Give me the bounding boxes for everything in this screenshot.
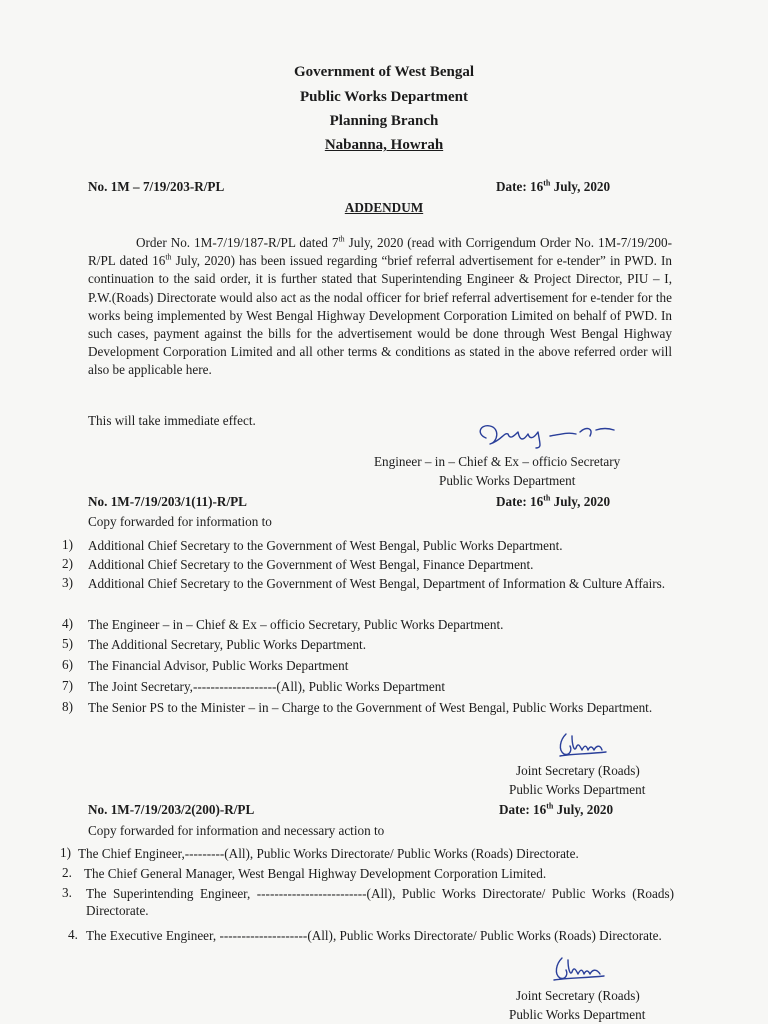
copy1-item-num: 4) [62,616,73,631]
copy1-number: No. 1M-7/19/203/1(11)-R/PL [88,494,247,509]
order-date [496,179,610,195]
para-sup-b: th [165,252,172,262]
copy2-date-sup: th [546,801,554,811]
para-part-c: July, 2020) has been issued regarding “brief referral advertisement for e-tender” in PWD. In continuation to the said order, it is further stated that Superintending Engineer & Project Director, PIU – I, P.W.(Roads) Directorate would also act as the nodal officer for brief referral advertisement for e-tender for the works being implemented by West Bengal Highway Development Corporation Limited on behalf of PWD. In such cases, payment against the bills for the advertisement would be done through West Bengal Highway Development Corporation Limited and all other terms & conditions as stated in the above referred order will also be applicable here. [88,253,672,378]
copy1-item-num: 6) [62,657,73,672]
copy1-date-rest: July, 2020 [550,494,611,509]
order-date-sup: th [543,178,551,188]
copy1-item: Additional Chief Secretary to the Government of West Bengal, Finance Department. [88,557,534,572]
signatory-dept-3: Public Works Department [509,1007,646,1022]
header-government: Government of West Bengal [293,64,475,80]
signature-joint-secretary-2 [548,952,610,986]
copy1-item: Additional Chief Secretary to the Government of West Bengal, Public Works Department. [88,538,563,553]
signatory-dept-2: Public Works Department [509,782,646,797]
header-branch: Planning Branch [329,113,439,129]
copy2-item: The Chief Engineer,---------(All), Public Works Directorate/ Public Works (Roads) Directorate. [78,846,579,861]
order-number: No. 1M – 7/19/203-R/PL [88,179,225,194]
copy1-item: The Senior PS to the Minister – in – Charge to the Government of West Bengal, Public Works Department. [88,700,653,715]
copy2-date-day: Date: 16 [499,802,547,817]
para-part-b: July, 2020 (read with Corrigendum Order No. 1M-7/19/200-R/PL dated 16 [88,235,672,269]
copy1-item-num: 8) [62,699,73,714]
copy1-item-num: 5) [62,636,73,651]
copy2-item-num: 1) [60,845,71,860]
order-body-paragraph [88,234,672,380]
para-part-a: Order No. 1M-7/19/187-R/PL dated 7 [136,235,339,250]
copy2-item: The Executive Engineer, --------------------(All), Public Works Directorate/ Public Works (Roads) Directorate. [86,928,662,943]
copy1-item-num: 1) [62,537,73,552]
copy1-item: The Additional Secretary, Public Works Department. [88,637,367,652]
signature-joint-secretary-1 [552,728,612,762]
copy1-date-sup: th [543,493,551,503]
order-date-rest: July, 2020 [550,179,611,194]
copy2-item-num: 4. [68,927,78,942]
para-sup-a: th [338,234,345,244]
copy2-date [499,802,613,818]
copy1-intro: Copy forwarded for information to [88,514,272,529]
copy2-number: No. 1M-7/19/203/2(200)-R/PL [88,802,255,817]
header-location: Nabanna, Howrah [324,137,444,153]
effect-statement: This will take immediate effect. [88,413,256,428]
copy1-item: Additional Chief Secretary to the Government of West Bengal, Department of Information & Culture Affairs. [88,576,666,591]
header-location-wrap [0,137,768,154]
addendum-title: ADDENDUM [344,200,424,215]
header-department: Public Works Department [299,89,469,105]
signature-engineer-in-chief [472,418,622,452]
copy2-item-num: 3. [62,885,72,900]
signatory-title-1: Engineer – in – Chief & Ex – officio Secretary [374,454,621,469]
copy1-item-num: 3) [62,575,73,590]
copy1-item: The Financial Advisor, Public Works Department [88,658,349,673]
copy2-item: The Superintending Engineer, -------------------------(All), Public Works Directorate/ Public Works (Roads) Directorate. [86,886,674,918]
signatory-title-2: Joint Secretary (Roads) [516,763,640,778]
copy2-date-rest: July, 2020 [553,802,614,817]
copy1-item-num: 2) [62,556,73,571]
signatory-title-3: Joint Secretary (Roads) [516,988,640,1003]
order-date-day: Date: 16 [496,179,544,194]
copy2-item: The Chief General Manager, West Bengal Highway Development Corporation Limited. [84,866,547,881]
copy2-intro: Copy forwarded for information and necessary action to [88,823,385,838]
copy1-item: The Joint Secretary,-------------------(All), Public Works Department [88,679,446,694]
copy1-date [496,494,610,510]
copy1-date-day: Date: 16 [496,494,544,509]
copy2-item-num: 2. [62,865,72,880]
signatory-dept-1: Public Works Department [439,473,576,488]
copy1-item-num: 7) [62,678,73,693]
copy1-item: The Engineer – in – Chief & Ex – officio Secretary, Public Works Department. [88,617,504,632]
